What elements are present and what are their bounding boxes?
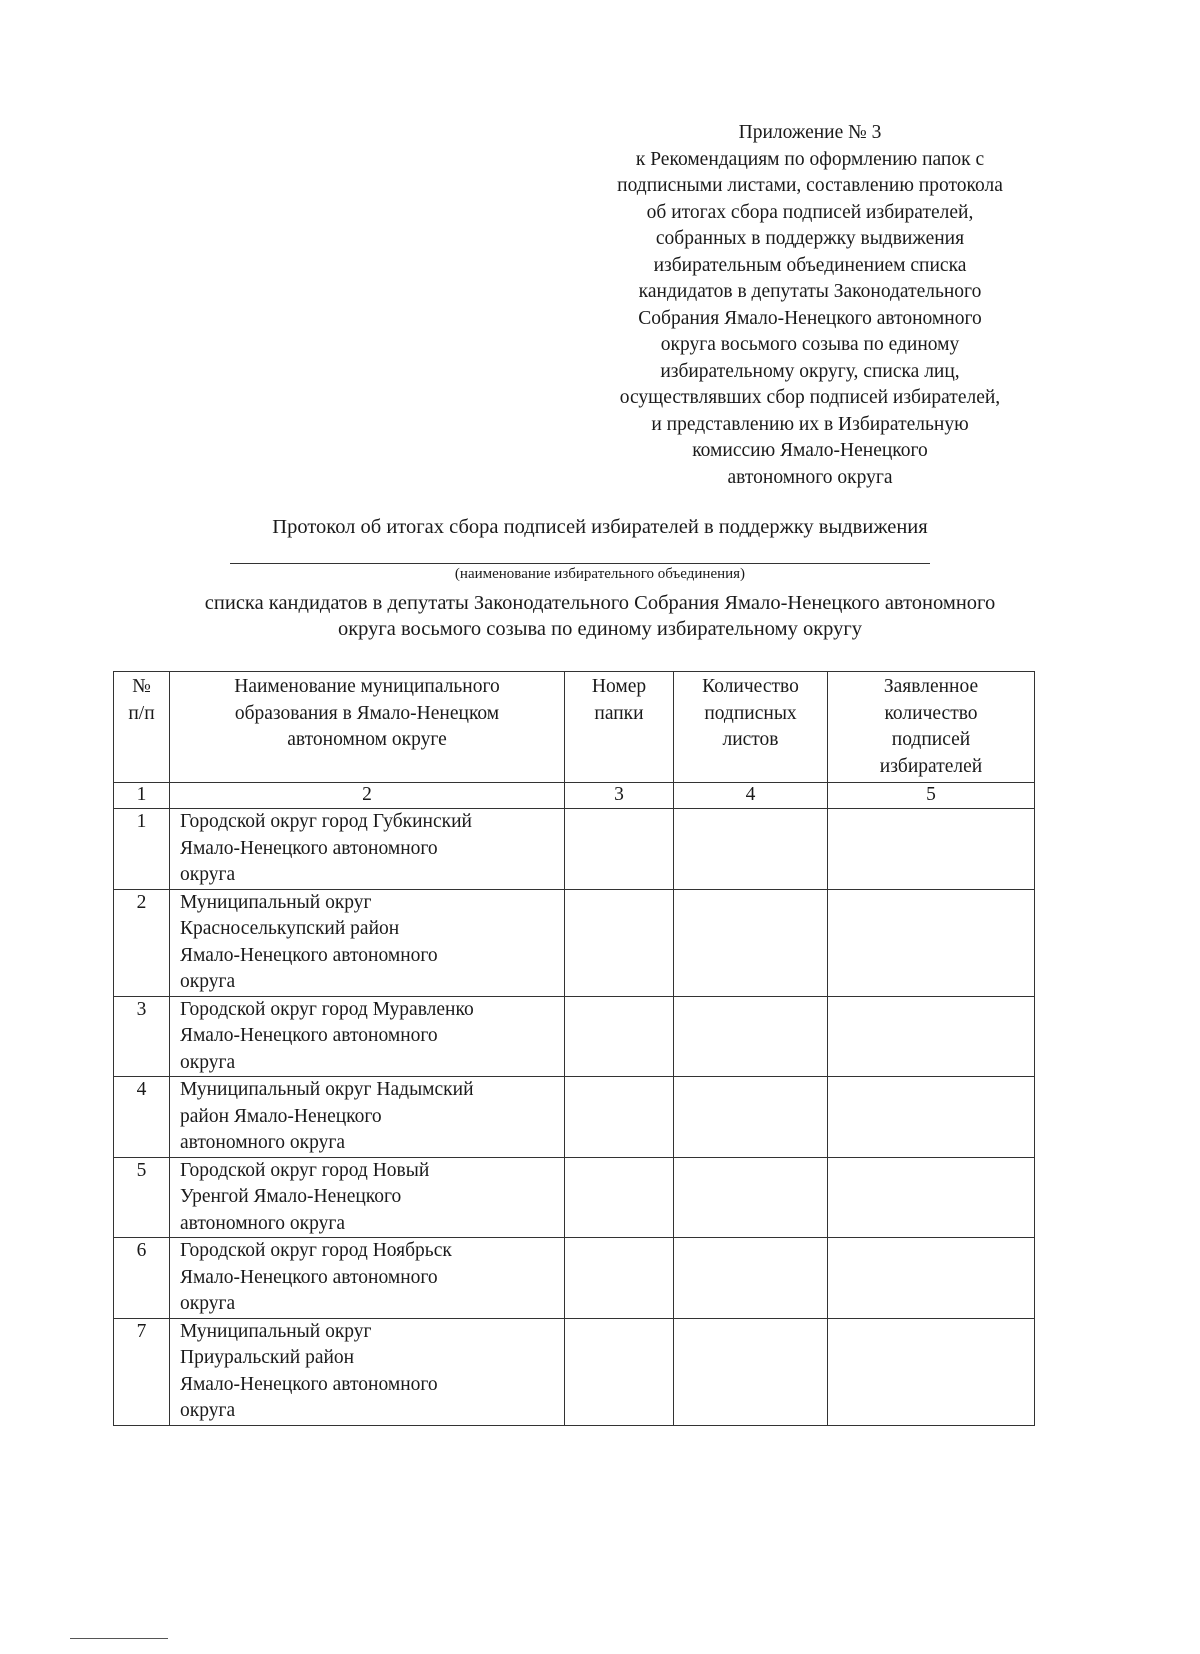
folder-number-cell[interactable] <box>565 809 674 890</box>
row-number: 7 <box>114 1318 170 1425</box>
appendix-line: комиссию Ямало-Ненецкого <box>692 440 928 461</box>
column-header-number: № п/п <box>114 672 170 783</box>
table-row <box>114 1077 1035 1158</box>
column-number-row <box>114 783 1035 809</box>
row-number: 5 <box>114 1157 170 1238</box>
appendix-line: Собрания Ямало-Ненецкого автономного <box>638 307 982 329</box>
column-number: 1 <box>114 783 170 809</box>
declared-signatures-cell[interactable] <box>828 1238 1035 1319</box>
appendix-line: Приложение № 3 <box>738 122 882 143</box>
association-name-blank-line <box>230 563 930 564</box>
protocol-subtitle-line: списка кандидатов в депутаты Законодательного Собрания Ямало-Ненецкого автономного <box>204 592 996 614</box>
protocol-subtitle <box>0 590 1200 642</box>
sheet-count-cell[interactable] <box>674 809 828 890</box>
appendix-line: осуществлявших сбор подписей избирателей, <box>619 387 1001 408</box>
declared-signatures-cell[interactable] <box>828 1157 1035 1238</box>
folder-number-cell[interactable] <box>565 889 674 996</box>
appendix-line: избирательным объединением списка <box>653 254 967 276</box>
row-number: 2 <box>114 889 170 996</box>
table-row <box>114 1157 1035 1238</box>
folder-number-cell[interactable] <box>565 1238 674 1319</box>
declared-signatures-cell[interactable] <box>828 1077 1035 1158</box>
appendix-line: к Рекомендациям по оформлению папок с <box>635 148 985 170</box>
table-header-row <box>114 672 1035 783</box>
appendix-line: подписными листами, составлению протокола <box>617 175 1003 196</box>
sheet-count-cell[interactable] <box>674 996 828 1077</box>
municipality-name: Городской округ город Муравленко Ямало-Ненецкого автономного округа <box>170 996 565 1077</box>
sheet-count-cell[interactable] <box>674 1318 828 1425</box>
folder-number-cell[interactable] <box>565 1077 674 1158</box>
declared-signatures-cell[interactable] <box>828 996 1035 1077</box>
sheet-count-cell[interactable] <box>674 1157 828 1238</box>
row-number: 4 <box>114 1077 170 1158</box>
municipality-name: Городской округ город Губкинский Ямало-Ненецкого автономного округа <box>170 809 565 890</box>
appendix-line: собранных в поддержку выдвижения <box>655 228 965 249</box>
table-row <box>114 996 1035 1077</box>
appendix-line: округа восьмого созыва по единому <box>660 334 960 355</box>
column-number: 5 <box>828 783 1035 809</box>
folder-number-cell[interactable] <box>565 996 674 1077</box>
column-header-declared-signatures: Заявленное количество подписей избирателей <box>828 672 1035 783</box>
column-header-municipality: Наименование муниципального образования в Ямало-Ненецком автономном округе <box>170 672 565 783</box>
declared-signatures-cell[interactable] <box>828 889 1035 996</box>
declared-signatures-cell[interactable] <box>828 809 1035 890</box>
municipality-name: Муниципальный округ Красноселькупский район Ямало-Ненецкого автономного округа <box>170 889 565 996</box>
column-number: 2 <box>170 783 565 809</box>
table-row <box>114 889 1035 996</box>
appendix-line: автономного округа <box>727 466 893 488</box>
folder-number-cell[interactable] <box>565 1157 674 1238</box>
sheet-count-cell[interactable] <box>674 1077 828 1158</box>
appendix-line: избирательному округу, списка лиц, <box>660 360 960 382</box>
table-row <box>114 1238 1035 1319</box>
municipality-name: Городской округ город Ноябрьск Ямало-Ненецкого автономного округа <box>170 1238 565 1319</box>
sheet-count-cell[interactable] <box>674 1238 828 1319</box>
sheet-count-cell[interactable] <box>674 889 828 996</box>
column-number: 3 <box>565 783 674 809</box>
row-number: 6 <box>114 1238 170 1319</box>
municipality-name: Муниципальный округ Приуральский район Ямало-Ненецкого автономного округа <box>170 1318 565 1425</box>
appendix-line: об итогах сбора подписей избирателей, <box>646 201 974 223</box>
protocol-title: Протокол об итогах сбора подписей избирателей в поддержку выдвижения <box>272 516 928 538</box>
appendix-line: кандидатов в депутаты Законодательного <box>638 281 982 302</box>
association-name-caption: (наименование избирательного объединения) <box>454 566 746 582</box>
row-number: 3 <box>114 996 170 1077</box>
municipality-name: Городской округ город Новый Уренгой Ямало-Ненецкого автономного округа <box>170 1157 565 1238</box>
footnote-separator-line <box>70 1638 168 1639</box>
folder-number-cell[interactable] <box>565 1318 674 1425</box>
appendix-header <box>560 120 1060 491</box>
row-number: 1 <box>114 809 170 890</box>
column-header-sheet-count: Количество подписных листов <box>674 672 828 783</box>
table-row <box>114 809 1035 890</box>
column-number: 4 <box>674 783 828 809</box>
declared-signatures-cell[interactable] <box>828 1318 1035 1425</box>
protocol-table <box>113 671 1035 1426</box>
column-header-folder-number: Номер папки <box>565 672 674 783</box>
protocol-subtitle-line: округа восьмого созыва по единому избирательному округу <box>337 618 863 640</box>
municipality-name: Муниципальный округ Надымский район Ямало-Ненецкого автономного округа <box>170 1077 565 1158</box>
appendix-line: и представлению их в Избирательную <box>651 413 969 435</box>
table-row <box>114 1318 1035 1425</box>
